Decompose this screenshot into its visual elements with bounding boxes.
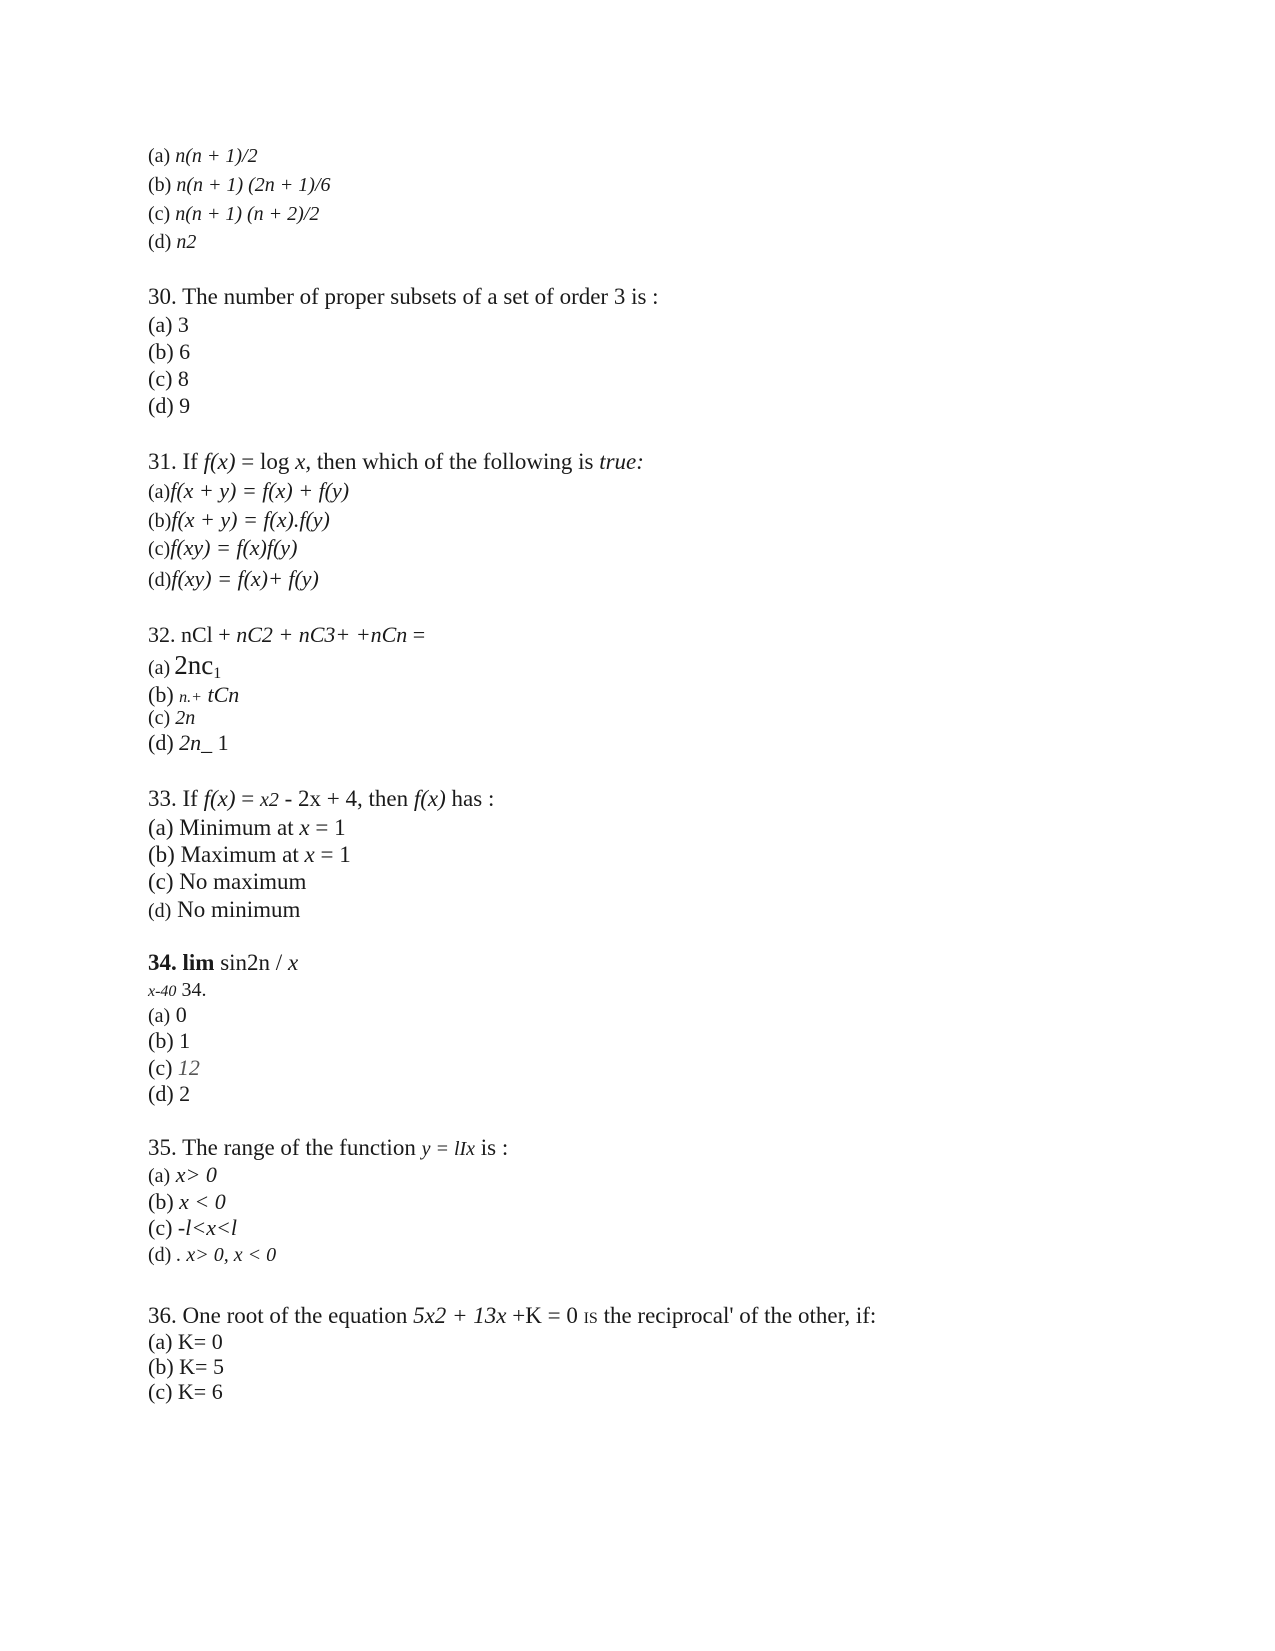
q30-option-b: (b) 6 — [148, 339, 191, 364]
q34-question: 34. lim sin2n / x — [148, 950, 299, 975]
q33-option-d: (d) No minimum — [148, 897, 301, 922]
q32-option-d: (d) 2n_ 1 — [148, 730, 229, 755]
q33-option-c: (c) No maximum — [148, 869, 307, 894]
q29-option-c: (c) n(n + 1) (n + 2)/2 — [148, 203, 320, 225]
q35-option-d: (d) . x> 0, x < 0 — [148, 1244, 277, 1266]
q36-option-b: (b) K= 5 — [148, 1354, 224, 1379]
q34-option-b: (b) 1 — [148, 1028, 191, 1053]
q31-option-d: (d)f(xy) = f(x)+ f(y) — [148, 566, 319, 591]
q31-option-b: (b)f(x + y) = f(x).f(y) — [148, 507, 330, 532]
q31-option-c: (c)f(xy) = f(x)f(y) — [148, 535, 298, 560]
q33-option-a: (a) Minimum at x = 1 — [148, 815, 346, 840]
q29-option-d: (d) n2 — [148, 231, 197, 253]
q30-question: 30. The number of proper subsets of a set of order 3 is : — [148, 284, 659, 309]
q32-option-a: (a) $2nc_1$ — [148, 650, 222, 683]
q30-option-c: (c) 8 — [148, 366, 189, 391]
q36-question: 36. One root of the equation 5x2 + 13x +K = 0 IS the reciprocal' of the other, if: — [148, 1303, 877, 1328]
q34-limit-line: x-40 34. — [148, 979, 207, 1001]
q35-option-c: (c) -l<x<l — [148, 1215, 237, 1240]
q36-option-c: (c) K= 6 — [148, 1379, 223, 1404]
q33-option-b: (b) Maximum at x = 1 — [148, 842, 351, 867]
q31-question: 31. If f(x) = log x, then which of the following is true: — [148, 449, 644, 474]
q35-question: 35. The range of the function y = lIx is : — [148, 1135, 509, 1160]
q30-option-a: (a) 3 — [148, 312, 189, 337]
q32-option-b: (b) n.+ tCn — [148, 682, 240, 707]
q29-option-a: (a) n(n + 1)/2 — [148, 145, 258, 167]
q33-question: 33. If f(x) = x2 - 2x + 4, then f(x) has : — [148, 786, 495, 811]
q35-option-b: (b) x < 0 — [148, 1189, 226, 1214]
q34-option-c: (c) 12 — [148, 1055, 200, 1080]
q34-option-a: (a) 0 — [148, 1002, 187, 1027]
q29-option-b: (b) n(n + 1) (2n + 1)/6 — [148, 174, 331, 196]
q30-option-d: (d) 9 — [148, 393, 191, 418]
q36-option-a: (a) K= 0 — [148, 1329, 223, 1354]
q31-option-a: (a)f(x + y) = f(x) + f(y) — [148, 478, 350, 503]
q32-option-c: (c) 2n — [148, 707, 196, 729]
q32-question: 32. nCl + nC2 + nC3+ +nCn = — [148, 622, 426, 647]
q34-option-d: (d) 2 — [148, 1081, 191, 1106]
q35-option-a: (a) x> 0 — [148, 1162, 217, 1187]
